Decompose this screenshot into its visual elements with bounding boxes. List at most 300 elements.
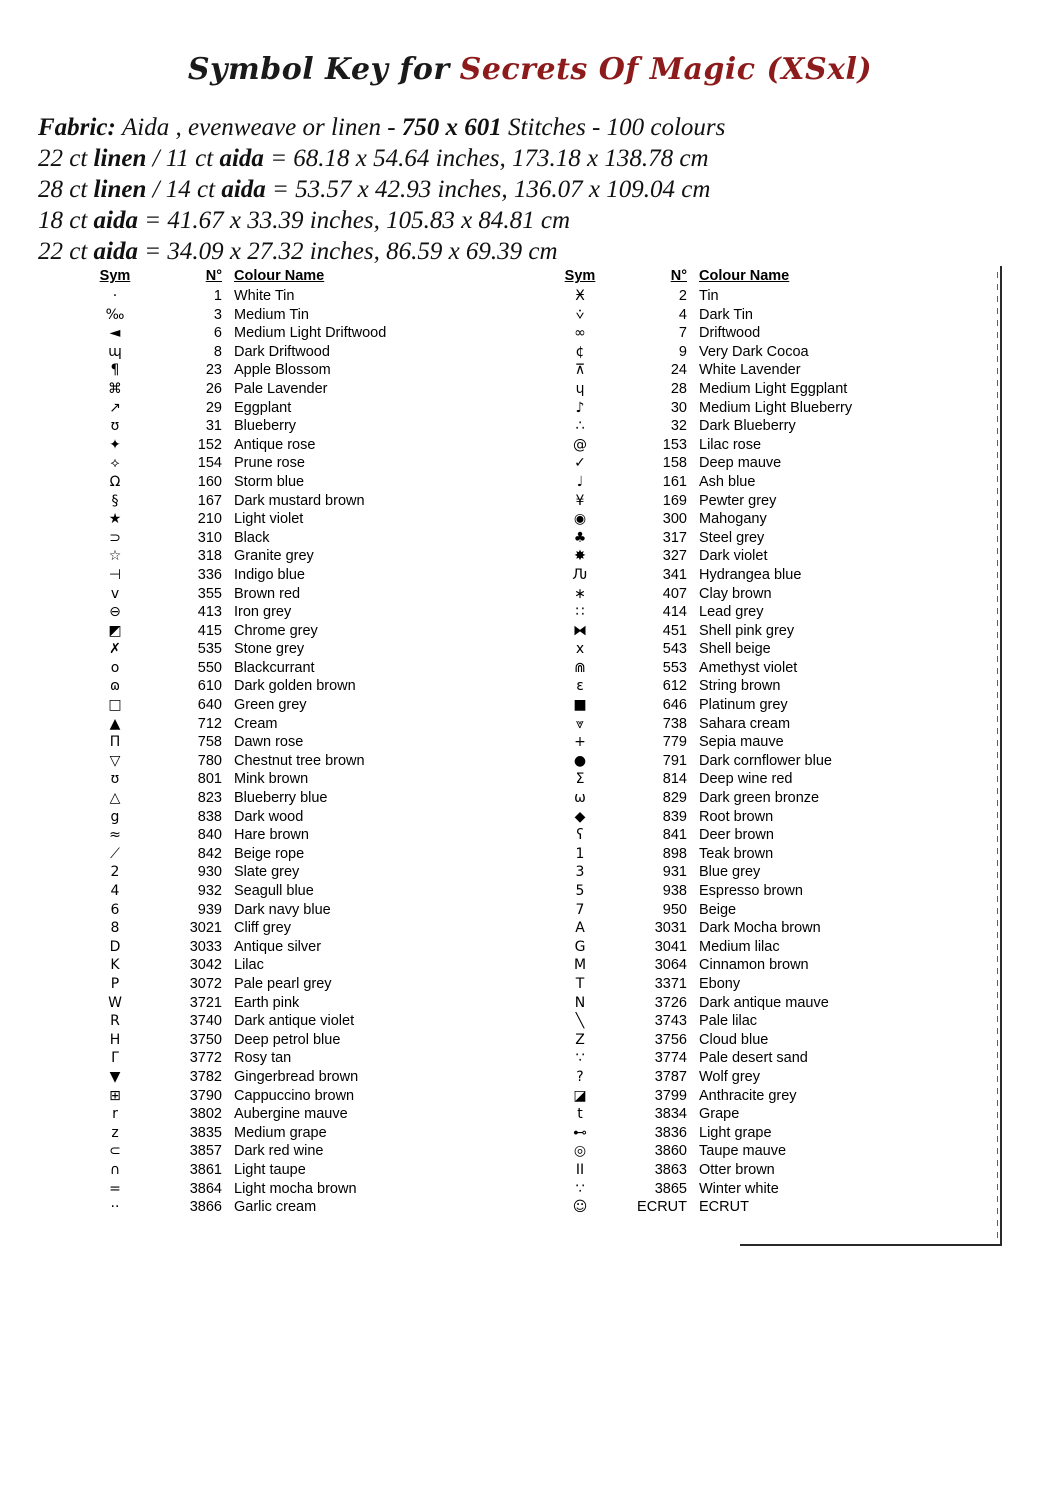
table-row <box>545 826 1010 845</box>
fabric-label: Fabric: <box>38 114 116 141</box>
table-row <box>545 733 1010 752</box>
table-row <box>545 808 1010 827</box>
cell-colour-name: Chestnut tree brown <box>234 752 365 769</box>
cell-symbol: ☺ <box>572 1199 588 1216</box>
cell-colour-name: Ebony <box>699 975 741 992</box>
cell-symbol: ↗ <box>109 399 121 416</box>
cell-colour-name: Antique rose <box>234 436 316 453</box>
cell-number: 543 <box>662 641 687 658</box>
cell-colour-name: Espresso brown <box>699 883 803 899</box>
table-row <box>80 603 545 622</box>
cell-symbol: ⌘ <box>108 380 122 397</box>
cell-colour-name: Indigo blue <box>234 566 305 583</box>
cell-number: 3750 <box>189 1031 222 1048</box>
table-row <box>545 1161 1010 1180</box>
cell-symbol: ◄ <box>109 325 121 342</box>
fabric-line-3 <box>38 174 1028 205</box>
cell-number: 210 <box>197 511 222 528</box>
cell-colour-name: Brown red <box>234 585 301 602</box>
cell-symbol: ¢ <box>575 343 585 360</box>
table-row <box>545 566 1010 585</box>
cell-number: 413 <box>197 604 222 621</box>
table-row <box>545 603 1010 622</box>
table-row <box>545 1124 1010 1143</box>
cell-symbol: ⩒ <box>575 306 585 323</box>
cell-symbol: G <box>574 938 586 955</box>
cell-colour-name: Cinnamon brown <box>699 957 809 974</box>
cell-symbol: ⊂ <box>109 1143 121 1160</box>
cell-number: 341 <box>662 566 687 583</box>
table-row <box>80 1087 545 1106</box>
table-row <box>545 361 1010 380</box>
table-row <box>80 361 545 380</box>
table-row <box>80 752 545 771</box>
table-row <box>80 510 545 529</box>
cell-number: 3021 <box>189 920 222 937</box>
cell-number: 31 <box>205 418 222 435</box>
cell-number: 3064 <box>654 957 687 974</box>
table-row <box>545 343 1010 362</box>
table-row <box>545 1105 1010 1124</box>
cell-symbol: ¥ <box>575 492 585 509</box>
cell-colour-name: Lilac rose <box>699 436 762 453</box>
fabric-line-2 <box>38 143 1028 174</box>
title-main: Symbol Key for <box>187 52 450 87</box>
cell-symbol: · <box>112 288 118 304</box>
cell-number: 3857 <box>189 1143 222 1160</box>
header-sym-left: Sym <box>99 268 131 284</box>
cell-symbol: ✸ <box>574 548 586 565</box>
cell-colour-name: Medium lilac <box>699 938 780 955</box>
cell-number: 3790 <box>189 1087 222 1104</box>
fabric-stitch-count: 750 x 601 <box>401 114 502 141</box>
cell-number: 646 <box>662 697 687 714</box>
cell-colour-name: Sepia mauve <box>699 734 784 751</box>
cell-number: 938 <box>662 883 687 899</box>
cell-colour-name: Amethyst violet <box>699 659 798 676</box>
cell-colour-name: ECRUT <box>699 1199 749 1216</box>
cell-colour-name: Deer brown <box>699 827 774 844</box>
cell-symbol: ∷ <box>575 604 585 621</box>
table-row <box>545 882 1010 901</box>
cell-colour-name: Light grape <box>699 1124 772 1141</box>
cell-number: 829 <box>662 790 687 807</box>
cell-number: 3721 <box>189 994 222 1011</box>
table-row <box>80 417 545 436</box>
cell-symbol: ● <box>573 752 587 769</box>
cell-symbol: P <box>110 975 120 992</box>
table-row <box>80 938 545 957</box>
cell-colour-name: Dark golden brown <box>234 678 356 695</box>
cell-symbol: ⊞ <box>109 1087 121 1104</box>
table-row <box>545 380 1010 399</box>
cell-symbol: ⋒ <box>574 659 586 676</box>
cell-symbol: ‰ <box>105 306 125 323</box>
cell-number: 161 <box>662 473 687 490</box>
table-row <box>545 696 1010 715</box>
cell-colour-name: Dark cornflower blue <box>699 752 832 769</box>
cell-number: 3740 <box>189 1013 222 1030</box>
cell-number: 451 <box>662 622 687 639</box>
cell-number: 160 <box>197 473 222 490</box>
table-row <box>80 380 545 399</box>
cell-number: 414 <box>662 604 687 621</box>
cell-number: 3042 <box>189 957 222 974</box>
cell-number: 6 <box>213 325 222 342</box>
header-num-left: N° <box>205 268 222 284</box>
cell-number: 3371 <box>654 975 687 992</box>
cell-colour-name: Granite grey <box>234 548 314 565</box>
cell-symbol: ∞ <box>574 325 586 342</box>
table-row <box>80 1142 545 1161</box>
cell-number: 2 <box>678 288 687 304</box>
cell-symbol: ■ <box>573 697 587 714</box>
table-row <box>80 715 545 734</box>
table-row <box>545 417 1010 436</box>
cell-symbol: ⊣ <box>108 566 122 583</box>
table-row <box>545 547 1010 566</box>
table-row <box>545 845 1010 864</box>
cell-colour-name: Beige rope <box>234 845 305 862</box>
cell-symbol: ɷ <box>109 678 121 695</box>
fabric-line5-e: = 34.09 x 27.32 inches, 86.59 x 69.39 cm <box>138 238 558 265</box>
cell-symbol: 2 <box>110 864 120 881</box>
cell-symbol: 3 <box>575 864 585 881</box>
table-row <box>80 994 545 1013</box>
fabric-line3-a: 28 ct <box>38 176 94 203</box>
cell-number: 712 <box>197 715 222 732</box>
cell-number: 550 <box>197 659 222 676</box>
cell-symbol: ★ <box>108 511 122 528</box>
cell-colour-name: Earth pink <box>234 994 300 1011</box>
cell-symbol: g <box>110 808 120 825</box>
cell-symbol: ♣ <box>573 529 587 546</box>
cell-number: 28 <box>670 380 687 397</box>
cell-symbol: △ <box>109 790 121 807</box>
cell-colour-name: Medium Light Eggplant <box>699 380 848 397</box>
symbol-key-column-left <box>80 268 545 1217</box>
fabric-line-1 <box>38 112 1028 143</box>
symbol-key-column-right <box>545 268 1010 1217</box>
cell-colour-name: Medium Light Driftwood <box>234 325 387 342</box>
cell-colour-name: Dark green bronze <box>699 790 820 807</box>
cell-colour-name: Pale pearl grey <box>234 975 332 992</box>
table-row <box>80 770 545 789</box>
cell-colour-name: Rosy tan <box>234 1050 292 1067</box>
cell-colour-name: Dark Driftwood <box>234 343 330 360</box>
cell-number: 898 <box>662 845 687 862</box>
cell-number: 7 <box>678 325 687 342</box>
cell-number: 842 <box>197 845 222 862</box>
cell-colour-name: Dark Tin <box>699 306 753 323</box>
cell-number: 3031 <box>654 920 687 937</box>
cell-symbol: Π <box>109 734 121 751</box>
cell-symbol: @ <box>573 436 587 453</box>
table-row <box>80 1161 545 1180</box>
cell-number: 3865 <box>654 1180 687 1197</box>
cell-number: 3772 <box>189 1050 222 1067</box>
cell-symbol: □ <box>108 697 122 714</box>
cell-number: 612 <box>662 678 687 695</box>
cell-number: 838 <box>197 808 222 825</box>
table-row <box>545 1180 1010 1199</box>
cell-number: 950 <box>662 901 687 918</box>
fabric-line1-tail: Stitches - 100 colours <box>501 114 726 141</box>
cell-symbol: ʊ <box>110 418 120 435</box>
fabric-line2-e: = 68.18 x 54.64 inches, 173.18 x 138.78 cm <box>263 145 709 172</box>
header-colour-name-right: Colour Name <box>699 268 790 284</box>
cell-symbol: ⟋ <box>110 845 120 862</box>
cell-colour-name: Dawn rose <box>234 734 304 751</box>
fabric-line4-a: 18 ct <box>38 207 94 234</box>
cell-colour-name: Ash blue <box>699 473 756 490</box>
cell-number: 415 <box>197 622 222 639</box>
table-row <box>545 436 1010 455</box>
cell-colour-name: Sahara cream <box>699 715 791 732</box>
cell-colour-name: Blueberry <box>234 418 297 435</box>
table-row <box>80 1049 545 1068</box>
cell-colour-name: Mink brown <box>234 771 309 788</box>
fabric-line3-c: / 14 ct <box>146 176 222 203</box>
cell-colour-name: Pale Lavender <box>234 380 328 397</box>
cell-symbol: M <box>573 957 587 974</box>
cell-colour-name: Pale lilac <box>699 1013 758 1030</box>
cell-number: 939 <box>197 901 222 918</box>
cell-number: 3774 <box>654 1050 687 1067</box>
cell-colour-name: Cloud blue <box>699 1031 769 1048</box>
cell-symbol: Σ <box>575 771 585 788</box>
cell-number: 407 <box>662 585 687 602</box>
table-row <box>545 473 1010 492</box>
cell-number: 318 <box>197 548 222 565</box>
cell-symbol: Ԉ <box>572 566 588 583</box>
cell-colour-name: Deep wine red <box>699 771 793 788</box>
cell-number: 3863 <box>654 1161 687 1178</box>
cell-symbol: ? <box>576 1068 584 1085</box>
table-row <box>545 975 1010 994</box>
table-row <box>545 752 1010 771</box>
cell-symbol: Z <box>575 1031 585 1048</box>
cell-colour-name: Dark Mocha brown <box>699 920 821 937</box>
page-border-dashed <box>997 272 998 1238</box>
cell-number: 154 <box>197 455 222 472</box>
cell-symbol: ·· <box>110 1199 120 1216</box>
table-row <box>80 622 545 641</box>
header-sym-right: Sym <box>564 268 596 284</box>
cell-symbol: ⟡ <box>110 455 120 472</box>
fabric-line3-linen: linen <box>93 176 147 203</box>
cell-symbol: ɰ <box>108 343 122 360</box>
cell-number: 932 <box>197 883 222 899</box>
table-row <box>545 622 1010 641</box>
cell-symbol: ⊼ <box>574 362 586 379</box>
cell-symbol: ╲ <box>575 1013 585 1030</box>
cell-symbol: ∩ <box>109 1161 121 1178</box>
fabric-line3-aida: aida <box>221 176 266 203</box>
cell-number: 30 <box>670 399 687 416</box>
cell-symbol: T <box>575 975 585 992</box>
cell-number: 3041 <box>654 938 687 955</box>
table-row <box>80 1198 545 1217</box>
fabric-line3-e: = 53.57 x 42.93 inches, 136.07 x 109.04 cm <box>265 176 711 203</box>
table-row <box>80 677 545 696</box>
cell-number: 8 <box>213 343 222 360</box>
table-header-row <box>80 268 545 287</box>
cell-colour-name: Tin <box>699 288 719 304</box>
cell-colour-name: Eggplant <box>234 399 292 416</box>
cell-symbol: ɛ <box>576 678 584 695</box>
cell-colour-name: Shell beige <box>699 641 771 658</box>
cell-colour-name: Slate grey <box>234 864 300 881</box>
cell-colour-name: Teak brown <box>699 845 774 862</box>
cell-colour-name: Winter white <box>699 1180 779 1197</box>
cell-colour-name: Otter brown <box>699 1161 775 1178</box>
cell-symbol: ⊷ <box>573 1124 587 1141</box>
cell-symbol: t <box>577 1106 583 1123</box>
cell-number: 158 <box>662 455 687 472</box>
table-row <box>545 1198 1010 1217</box>
cell-colour-name: Medium Tin <box>234 306 309 323</box>
cell-symbol: ♪ <box>575 399 585 416</box>
table-row <box>80 1105 545 1124</box>
cell-colour-name: Garlic cream <box>234 1199 317 1216</box>
cell-number: 167 <box>197 492 222 509</box>
cell-colour-name: Dark navy blue <box>234 901 331 918</box>
table-row <box>545 994 1010 1013</box>
table-row <box>80 640 545 659</box>
cell-number: 3033 <box>189 938 222 955</box>
table-row <box>545 677 1010 696</box>
cell-symbol: ⊖ <box>109 604 121 621</box>
cell-number: 355 <box>197 585 222 602</box>
cell-colour-name: Root brown <box>699 808 774 825</box>
cell-symbol: x <box>575 641 585 658</box>
table-row <box>80 287 545 306</box>
table-row <box>80 1068 545 1087</box>
table-row <box>80 808 545 827</box>
cell-colour-name: Medium Light Blueberry <box>699 399 853 416</box>
cell-number: 640 <box>197 697 222 714</box>
cell-symbol: ω <box>574 790 586 807</box>
fabric-line5-a: 22 ct <box>38 238 94 265</box>
cell-symbol: ◩ <box>108 622 122 639</box>
cell-colour-name: Mahogany <box>699 511 767 528</box>
fabric-info <box>38 112 1028 267</box>
table-row <box>545 956 1010 975</box>
cell-symbol: ΙΙ <box>575 1161 585 1178</box>
cell-number: 169 <box>662 492 687 509</box>
cell-symbol: ♩ <box>576 473 584 490</box>
table-row <box>80 566 545 585</box>
cell-number: 3836 <box>654 1124 687 1141</box>
cell-colour-name: Storm blue <box>234 473 305 490</box>
cell-colour-name: Blueberry blue <box>234 790 328 807</box>
cell-number: 841 <box>662 827 687 844</box>
cell-colour-name: Dark antique violet <box>234 1013 355 1030</box>
page-title <box>0 52 1060 87</box>
cell-number: 3834 <box>654 1106 687 1123</box>
cell-colour-name: Lead grey <box>699 604 764 621</box>
cell-colour-name: Seagull blue <box>234 883 314 899</box>
cell-number: 791 <box>662 752 687 769</box>
table-row <box>80 863 545 882</box>
table-row <box>545 492 1010 511</box>
cell-colour-name: Hare brown <box>234 827 309 844</box>
cell-colour-name: Cappuccino brown <box>234 1087 355 1104</box>
title-design-name: Secrets Of Magic (XSxl) <box>459 52 873 87</box>
cell-number: 300 <box>662 511 687 528</box>
cell-colour-name: Driftwood <box>699 325 761 342</box>
table-row <box>80 1031 545 1050</box>
cell-colour-name: White Lavender <box>699 362 801 379</box>
table-row <box>545 715 1010 734</box>
cell-colour-name: Clay brown <box>699 585 772 602</box>
table-row <box>80 547 545 566</box>
cell-number: 3 <box>213 306 222 323</box>
cell-number: 840 <box>197 827 222 844</box>
cell-number: 839 <box>662 808 687 825</box>
cell-colour-name: Taupe mauve <box>699 1143 787 1160</box>
table-row <box>545 399 1010 418</box>
table-row <box>545 1012 1010 1031</box>
table-row <box>80 473 545 492</box>
cell-symbol: ⩔ <box>576 715 584 732</box>
table-row <box>80 659 545 678</box>
cell-colour-name: Steel grey <box>699 529 765 546</box>
cell-colour-name: Dark mustard brown <box>234 492 365 509</box>
table-row <box>545 938 1010 957</box>
table-row <box>80 975 545 994</box>
cell-colour-name: Wolf grey <box>699 1068 760 1085</box>
cell-colour-name: Grape <box>699 1106 740 1123</box>
cell-number: 610 <box>197 678 222 695</box>
cell-symbol: Γ <box>111 1050 119 1067</box>
cell-colour-name: Blackcurrant <box>234 659 315 676</box>
cell-colour-name: Light taupe <box>234 1161 306 1178</box>
cell-symbol: N <box>574 994 586 1011</box>
cell-symbol: ʕ <box>576 827 584 844</box>
cell-symbol: A <box>575 920 585 937</box>
cell-number: 3860 <box>654 1143 687 1160</box>
table-row <box>545 640 1010 659</box>
cell-symbol: ∵ <box>575 1050 585 1067</box>
cell-colour-name: Deep petrol blue <box>234 1031 341 1048</box>
cell-symbol: 8 <box>110 920 120 937</box>
cell-colour-name: Very Dark Cocoa <box>699 343 809 360</box>
cell-number: 3743 <box>654 1013 687 1030</box>
cell-symbol: = <box>109 1180 121 1197</box>
fabric-line2-a: 22 ct <box>38 145 94 172</box>
cell-colour-name: Dark wood <box>234 808 304 825</box>
table-row <box>545 1049 1010 1068</box>
table-row <box>545 1031 1010 1050</box>
cell-number: 3861 <box>189 1161 222 1178</box>
cell-symbol: 6 <box>110 901 120 918</box>
cell-number: 310 <box>197 529 222 546</box>
cell-symbol: ✓ <box>574 455 586 472</box>
cell-number: 3799 <box>654 1087 687 1104</box>
fabric-line4-aida: aida <box>93 207 138 234</box>
header-colour-name-left: Colour Name <box>234 268 325 284</box>
table-row <box>545 863 1010 882</box>
cell-colour-name: Anthracite grey <box>699 1087 797 1104</box>
cell-colour-name: Cream <box>234 715 278 732</box>
cell-symbol: 5 <box>575 883 585 899</box>
cell-colour-name: Dark red wine <box>234 1143 324 1160</box>
cell-symbol: r <box>112 1106 118 1123</box>
cell-symbol: ☆ <box>108 548 122 565</box>
cell-symbol: ◉ <box>573 511 587 528</box>
